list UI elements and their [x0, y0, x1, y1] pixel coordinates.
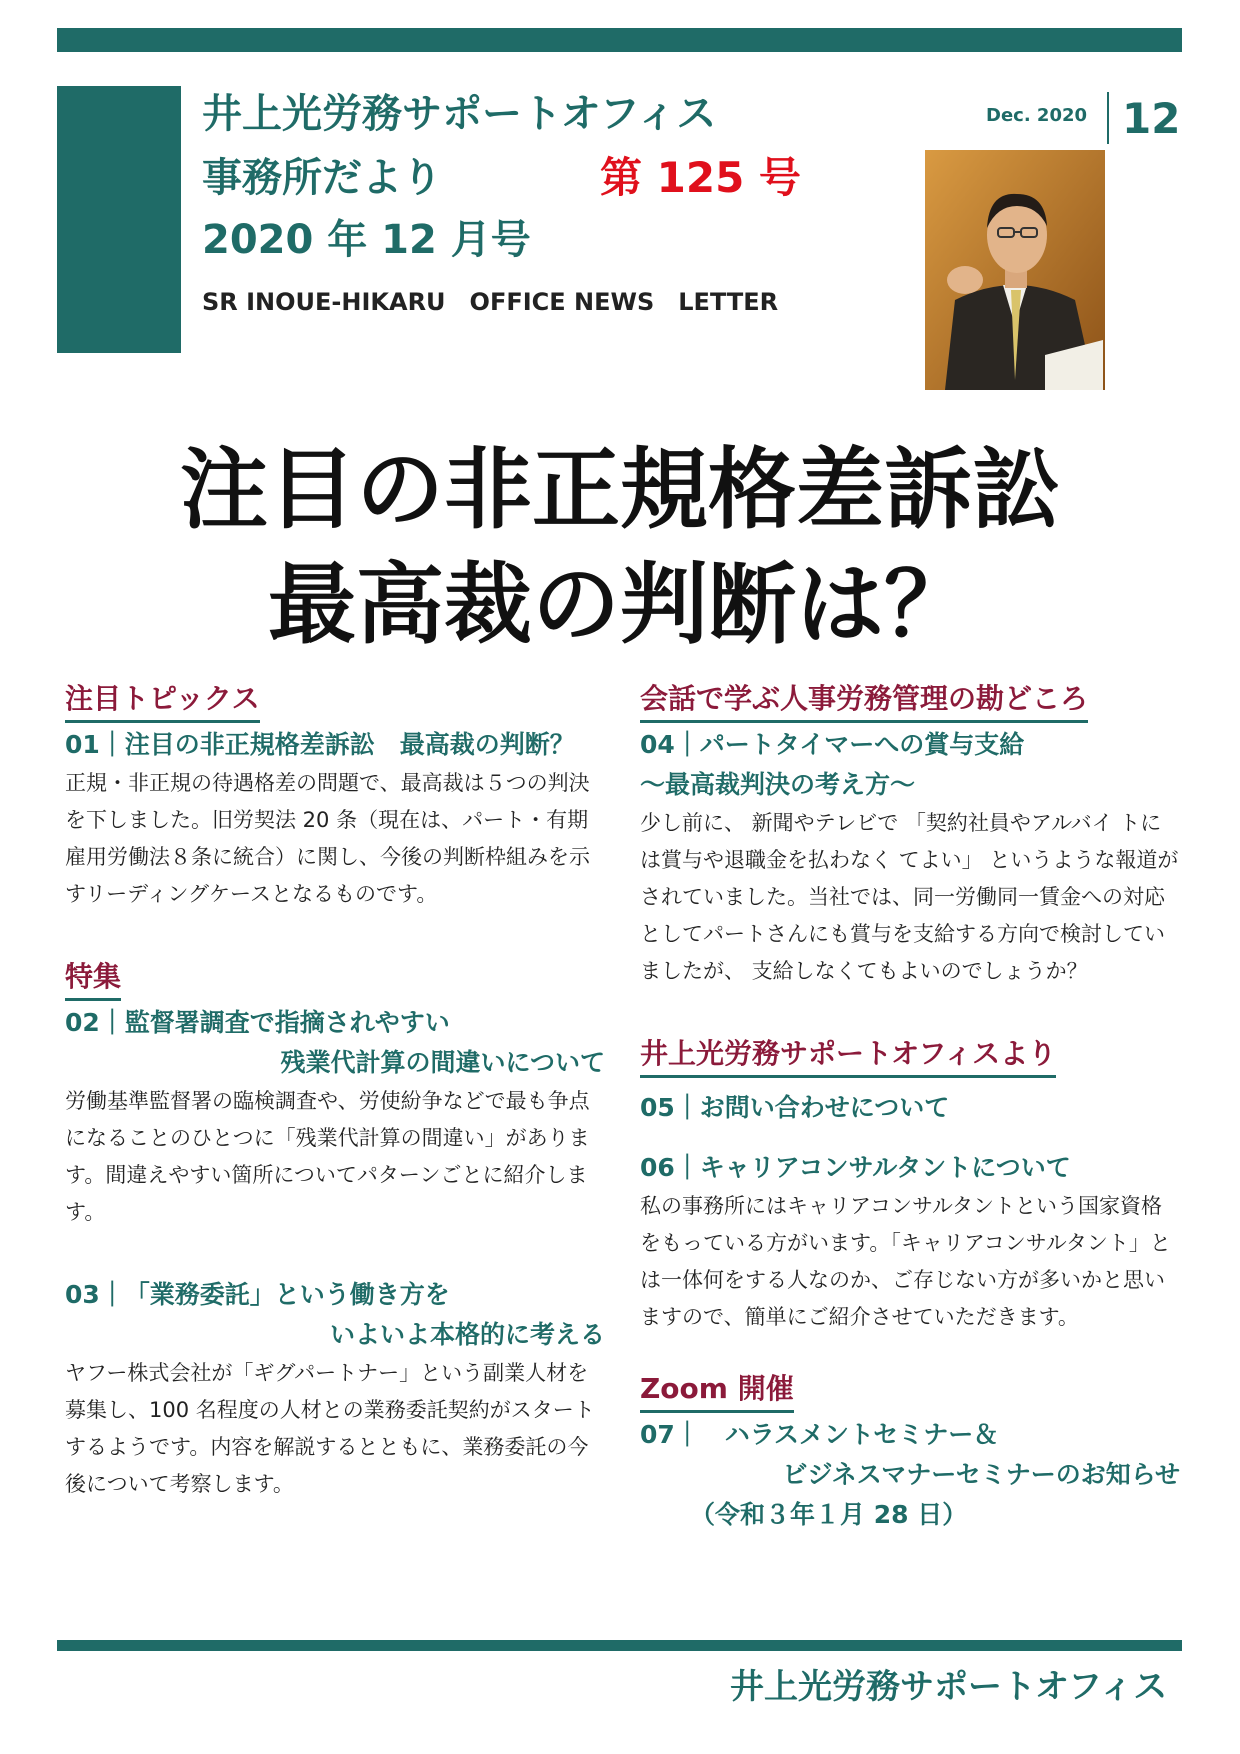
left-column-feature: [65, 958, 605, 1231]
item-06-title: 06｜キャリアコンサルタントについて: [640, 1153, 1071, 1182]
section-heading-feature: 特集: [65, 958, 121, 1001]
footer-office-name: 井上光労務サポートオフィス: [730, 1667, 1168, 1707]
section-heading-zoom: Zoom 開催: [640, 1370, 794, 1413]
top-decorative-bar: [57, 28, 1182, 52]
main-headline-line1: 注目の非正規格差訴訟: [179, 438, 1060, 541]
issue-number: 第 125 号: [600, 153, 801, 202]
section-heading-office: 井上光労務サポートオフィスより: [640, 1035, 1056, 1078]
item-06-body: 私の事務所にはキャリアコンサルタントという国家資格をもっている方がいます。「キャリアコンサルタント」とは一体何をする人なのか、ご存じない方が多いかと思いますので、簡単にご紹介させていただきます。: [640, 1194, 1171, 1329]
item-07-title-line1: 07｜ ハラスメントセミナー＆: [640, 1420, 999, 1449]
bottom-decorative-bar: [57, 1640, 1182, 1651]
item-04-title-line2: ～最高裁判決の考え方～: [640, 770, 916, 799]
item-02-body: 労働基準監督署の臨検調査や、労使紛争などで最も争点になることのひとつに「残業代計算の間違い」があります。間違えやすい箇所についてパターンごとに紹介します。: [65, 1089, 590, 1224]
item-05-title: 05｜お問い合わせについて: [640, 1093, 950, 1122]
right-column-zoom: [640, 1370, 1180, 1535]
issue-month: 2020 年 12 月号: [202, 217, 531, 263]
item-04-title-line1: 04｜パートタイマーへの賞与支給: [640, 730, 1025, 759]
section-heading-conversation: 会話で学ぶ人事労務管理の勘どころ: [640, 680, 1088, 723]
date-divider: [1107, 92, 1109, 144]
item-01-title: 01｜注目の非正規格差訴訟 最高裁の判断？: [65, 730, 575, 759]
right-column-office: [640, 1035, 1180, 1336]
date-label: Dec. 2020: [986, 105, 1088, 126]
month-number: 12: [1122, 94, 1181, 143]
author-photo: [925, 150, 1105, 390]
left-column: [65, 680, 605, 913]
english-subtitle: SR INOUE-HIKARU OFFICE NEWS LETTER: [202, 288, 779, 316]
item-01-body: 正規・非正規の待遇格差の問題で、最高裁は５つの判決を下しました。旧労契法 20 条（現在は、パート・有期雇用労働法８条に統合）に関し、今後の判断枠組みを示すリーディングケースとなるものです。: [65, 771, 590, 906]
item-03-title-line2: いよいよ本格的に考える: [329, 1320, 605, 1349]
item-03-body: ヤフー株式会社が「ギグパートナー」という副業人材を募集し、100 名程度の人材との業務委託契約がスタートするようです。内容を解説するとともに、業務委託の今後について考察します。: [65, 1361, 595, 1496]
section-heading-topics: 注目トピックス: [65, 680, 260, 723]
office-name-title: 井上光労務サポートオフィス: [202, 91, 717, 137]
item-07-title-line2: ビジネスマナーセミナーのお知らせ: [782, 1460, 1180, 1489]
item-07-date: （令和３年１月 28 日）: [690, 1500, 968, 1529]
newsletter-title: 事務所だより: [202, 155, 442, 201]
right-column: [640, 680, 1180, 990]
item-04-body: 少し前に、 新聞やテレビで 「契約社員やアルバイ トには賞与や退職金を払わなく てよい」 というような報道がされていました。当社では、同一労働同一賃金への対応としてパートさんにも賞与を支給する方向で検討していましたが、 支給しなくてもよいのでしょうか？: [640, 811, 1179, 983]
item-02-title-line2: 残業代計算の間違いについて: [280, 1048, 605, 1077]
header-accent-block: [57, 86, 181, 353]
left-column-item03: [65, 1275, 605, 1503]
portrait-illustration: [925, 150, 1105, 390]
main-headline-line2: 最高裁の判断は？: [267, 553, 972, 656]
item-02-title-line1: 02｜監督署調査で指摘されやすい: [65, 1008, 450, 1037]
item-03-title-line1: 03｜「業務委託」という働き方を: [65, 1280, 450, 1309]
